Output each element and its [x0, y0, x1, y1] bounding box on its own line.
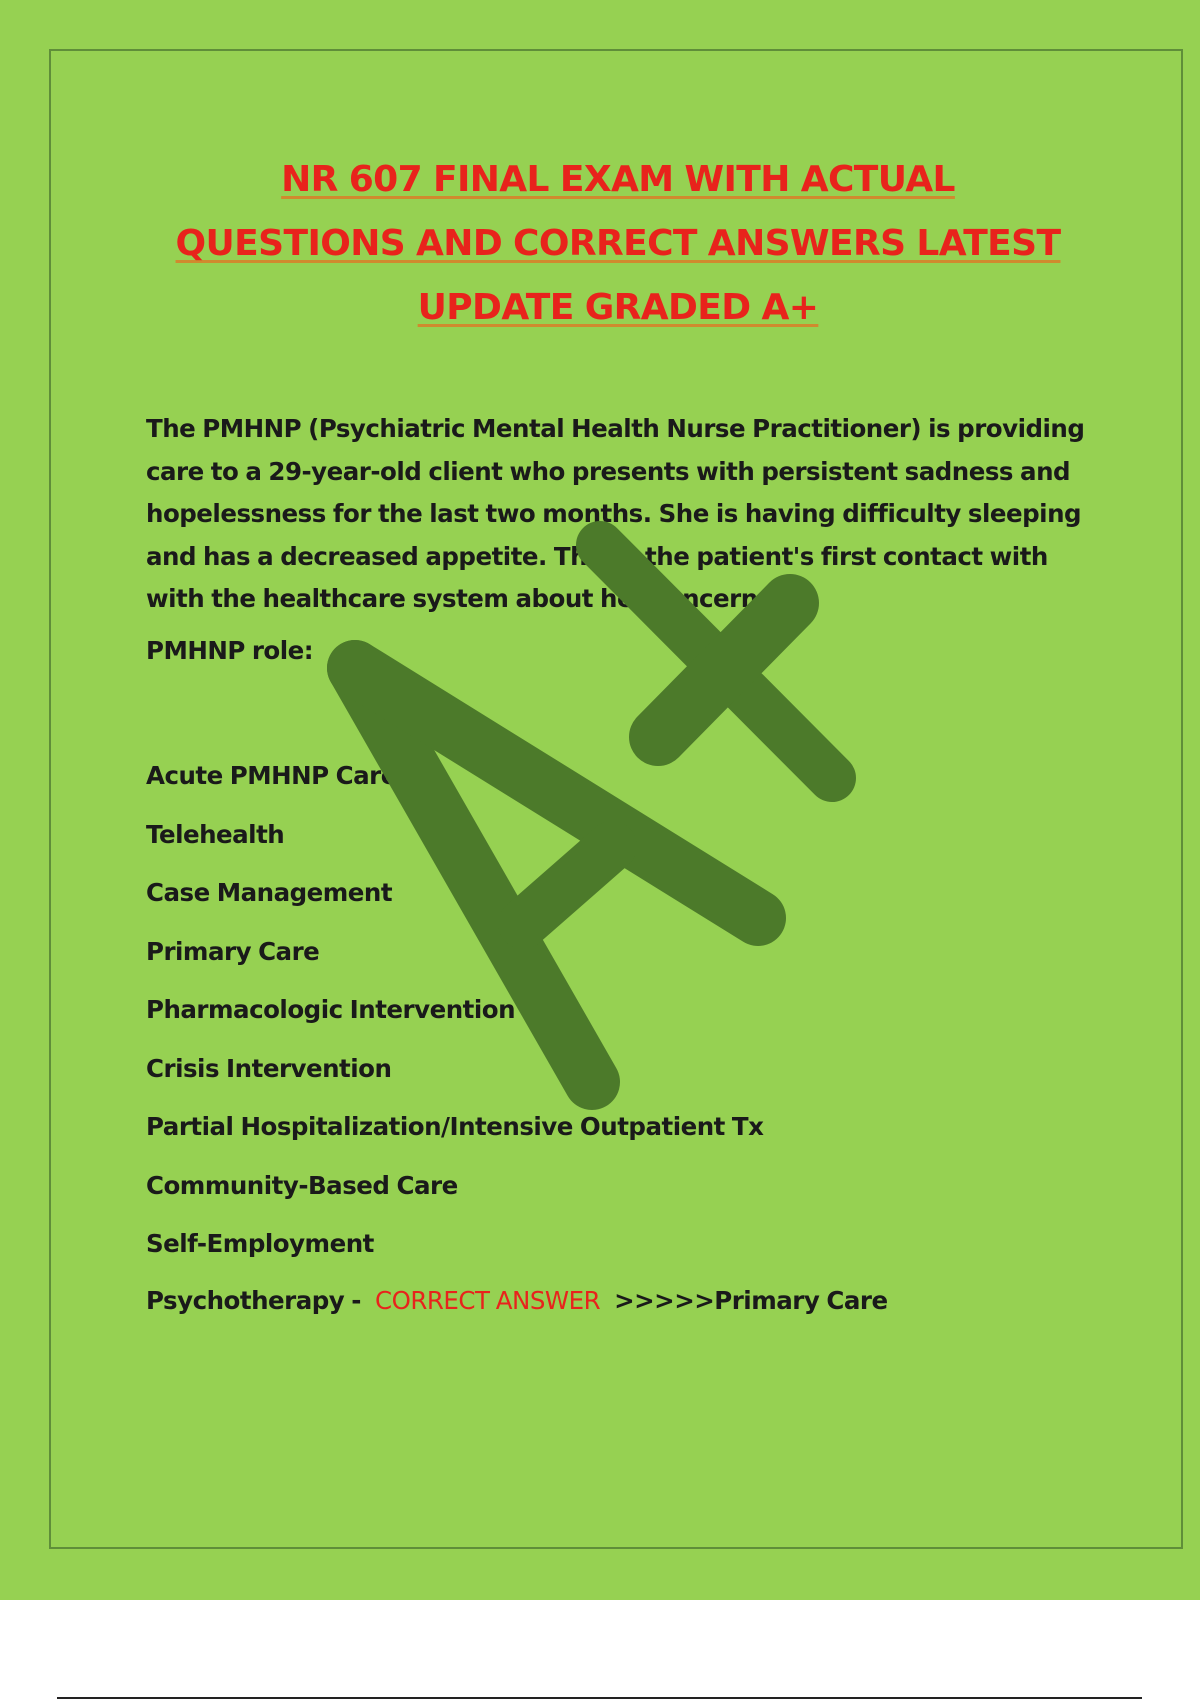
title-line-1: NR 607 FINAL EXAM WITH ACTUAL [281, 159, 955, 200]
answer-options [146, 760, 763, 1287]
correct-answer-tag: CORRECT ANSWER [374, 1286, 601, 1315]
correct-answer-value: >>>>>Primary Care [614, 1286, 888, 1315]
option-item: Primary Care [146, 936, 320, 966]
role-label: PMHNP role: [146, 635, 314, 665]
option-item: Partial Hospitalization/Intensive Outpatient Tx [146, 1112, 764, 1141]
answer-line [146, 1285, 888, 1317]
option-item: Case Management [146, 878, 393, 907]
option-item: Telehealth [146, 819, 285, 849]
page-separator [57, 1697, 1142, 1699]
last-option: Psychotherapy - [146, 1286, 361, 1315]
option-item: Community-Based Care [146, 1170, 458, 1200]
title-line-2: QUESTIONS AND CORRECT ANSWERS LATEST [175, 223, 1061, 264]
option-item: Pharmacologic Intervention [146, 995, 516, 1024]
question-text: The PMHNP (Psychiatric Mental Health Nurse Practitioner) is providing care to a 29-year-old client who presents with persistent sadness and hopelessness for the last two months. She is having difficulty sleeping and has a decreased appetite. This is the patient's first contact with with the healthcare system about her concerns. [146, 414, 1085, 613]
option-item: Crisis Intervention [146, 1053, 392, 1083]
option-item: Self-Employment [146, 1229, 374, 1258]
option-item: Acute PMHNP Care [146, 761, 397, 790]
question-block [146, 408, 1096, 1315]
document-title [100, 148, 1136, 340]
title-line-3: UPDATE GRADED A+ [417, 287, 819, 328]
